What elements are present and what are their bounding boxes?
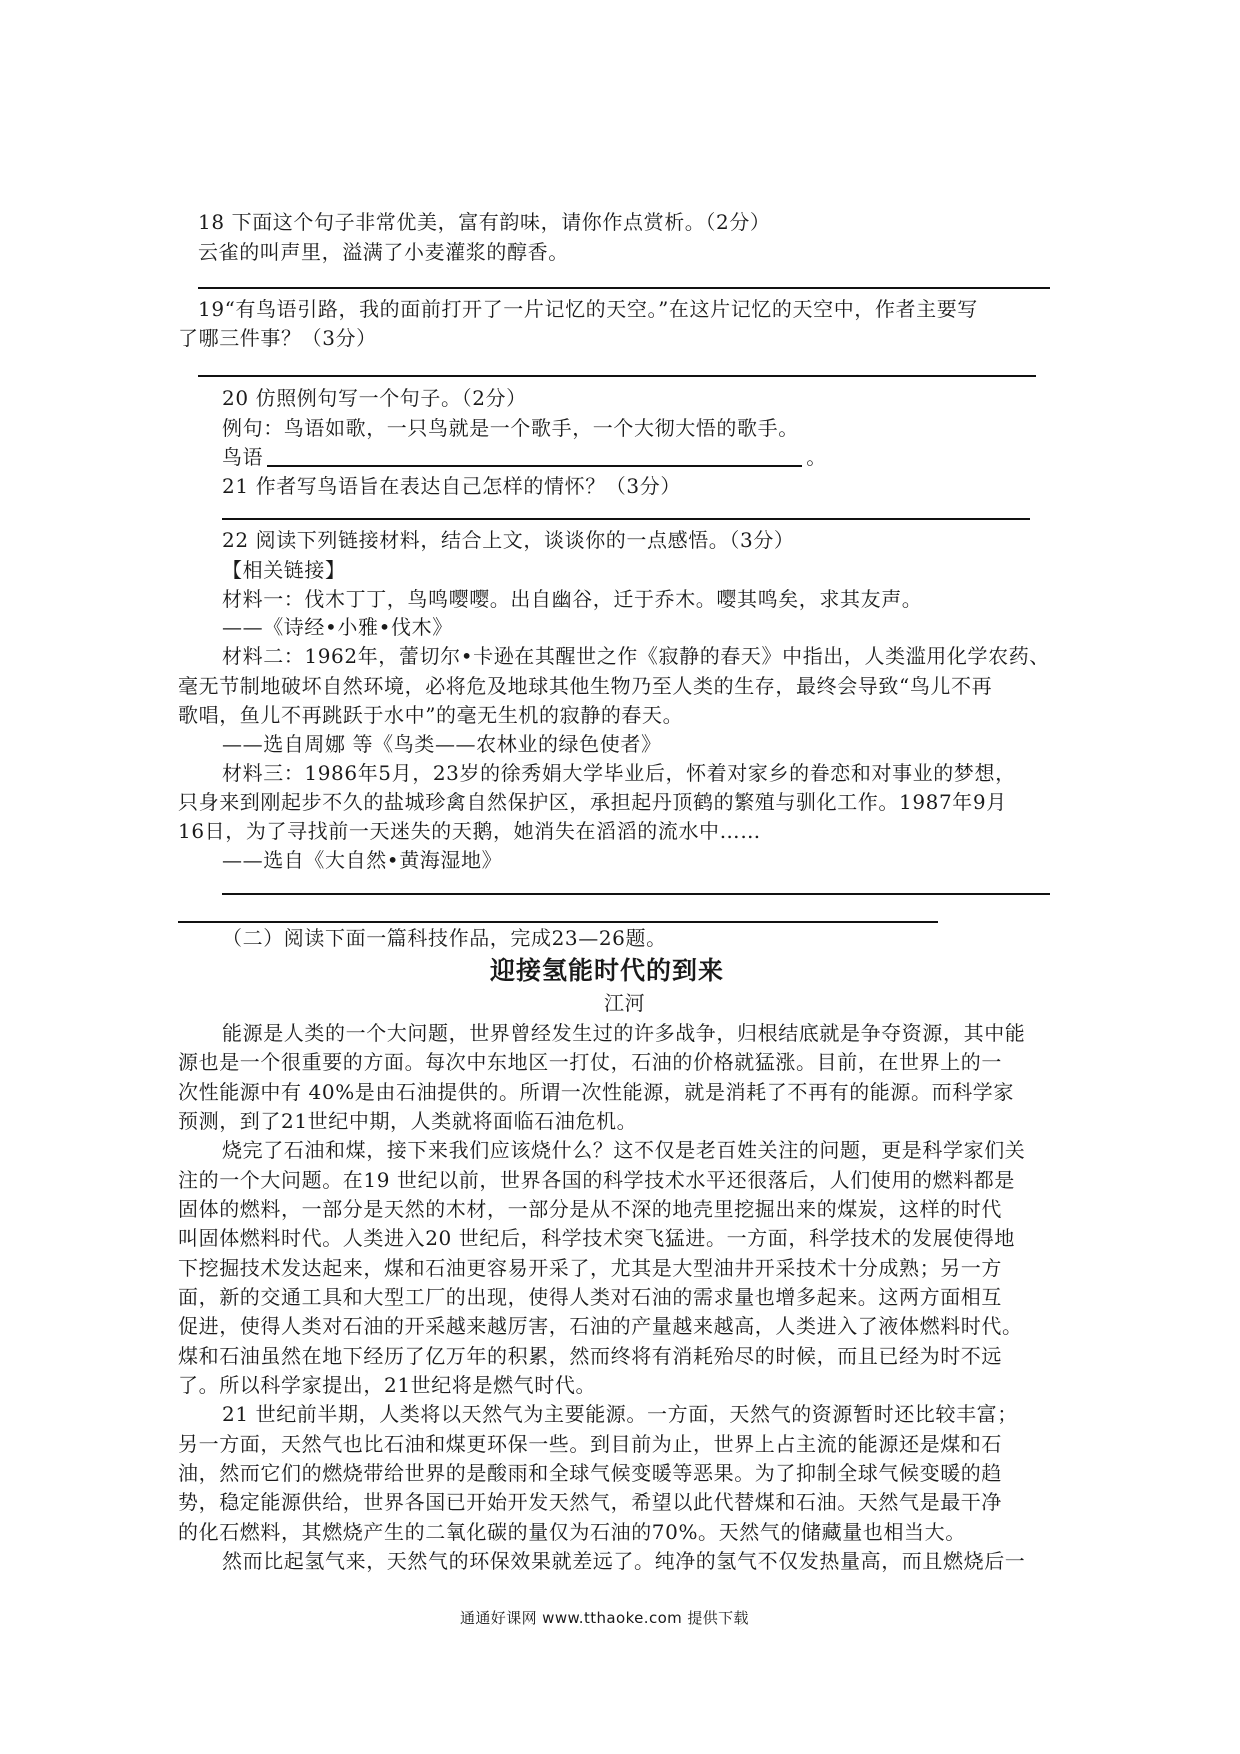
question-20-example: 例句：鸟语如歌，一只鸟就是一个歌手，一个大彻大悟的歌手。 [222,416,799,440]
article-line: 另一方面，天然气也比石油和煤更环保一些。到目前为止，世界上占主流的能源还是煤和石 [178,1432,1002,1456]
question-20-prompt: 20 仿照例句写一个句子。（2分） [222,386,527,410]
article-line: 预测，到了21世纪中期，人类就将面临石油危机。 [178,1109,638,1133]
article-line: 油，然而它们的燃烧带给世界的是酸雨和全球气候变暖等恶果。为了抑制全球气候变暖的趋 [178,1461,1002,1485]
question-19-line1: 19“有鸟语引路，我的面前打开了一片记忆的天空。”在这片记忆的天空中，作者主要写 [198,297,978,321]
article-line: 烧完了石油和煤，接下来我们应该烧什么？这不仅是老百姓关注的问题，更是科学家们关 [222,1138,1026,1162]
material-3-source: ——选自《大自然•黄海湿地》 [222,848,503,872]
article-line: 面，新的交通工具和大型工厂的出现，使得人类对石油的需求量也增多起来。这两方面相互 [178,1285,1002,1309]
article-line: 了。所以科学家提出，21世纪将是燃气时代。 [178,1373,597,1397]
article-line: 煤和石油虽然在地下经历了亿万年的积累，然而终将有消耗殆尽的时候，而且已经为时不远 [178,1344,1002,1368]
footer-text: 通通好课网 www.tthaoke.com 提供下载 [460,1609,749,1627]
answer-line-21[interactable] [222,518,1030,520]
material-3-line: 16日，为了寻找前一天迷失的天鹅，她消失在滔滔的流水中…… [178,819,761,843]
material-1: 材料一：伐木丁丁，鸟鸣嘤嘤。出自幽谷，迁于乔木。嘤其鸣矣，求其友声。 [222,587,923,611]
material-1-source: ——《诗经•小雅•伐木》 [222,615,453,639]
material-2-source: ——选自周娜 等《鸟类——农林业的绿色使者》 [222,732,662,756]
link-header: 【相关链接】 [222,558,346,582]
article-title: 迎接氢能时代的到来 [490,956,725,985]
article-line: 下挖掘技术发达起来，煤和石油更容易开采了，尤其是大型油井开采技术十分成熟；另一方 [178,1256,1002,1280]
article-line: 源也是一个很重要的方面。每次中东地区一打仗，石油的价格就猛涨。目前，在世界上的一 [178,1050,1002,1074]
question-22-prompt: 22 阅读下列链接材料，结合上文，谈谈你的一点感悟。（3分） [222,528,795,552]
article-line: 然而比起氢气来，天然气的环保效果就差远了。纯净的氢气不仅发热量高，而且燃烧后一 [222,1549,1026,1573]
article-line: 能源是人类的一个大问题，世界曾经发生过的许多战争，归根结底就是争夺资源，其中能 [222,1021,1026,1045]
question-20-answer-row [222,445,827,469]
answer-prefix: 鸟语 [222,445,264,469]
question-18-sentence: 云雀的叫声里，溢满了小麦灌浆的醇香。 [198,240,569,264]
article-line: 次性能源中有 40%是由石油提供的。所谓一次性能源，就是消耗了不再有的能源。而科学家 [178,1080,1015,1104]
answer-line-22a[interactable] [222,893,1050,895]
answer-line-18[interactable] [198,287,1050,289]
answer-line-22b[interactable] [178,921,938,923]
article-line: 促进，使得人类对石油的开采越来越厉害，石油的产量越来越高，人类进入了液体燃料时代。 [178,1314,1023,1338]
article-line: 叫固体燃料时代。人类进入20 世纪后，科学技术突飞猛进。一方面，科学技术的发展使得地 [178,1226,1016,1250]
answer-blank-20[interactable] [267,445,802,467]
article-author: 江河 [604,991,646,1015]
question-19-line2: 了哪三件事？（3分） [178,326,377,350]
article-line: 注的一个大问题。在19 世纪以前，世界各国的科学技术水平还很落后，人们使用的燃料都是 [178,1168,1016,1192]
section-2-intro: （二）阅读下面一篇科技作品，完成23—26题。 [222,926,667,950]
article-line: 固体的燃料，一部分是天然的木材，一部分是从不深的地壳里挖掘出来的煤炭，这样的时代 [178,1197,1002,1221]
material-3-line: 材料三：1986年5月，23岁的徐秀娟大学毕业后，怀着对家乡的眷恋和对事业的梦想， [222,761,1016,785]
article-line: 的化石燃料，其燃烧产生的二氧化碳的量仅为石油的70%。天然气的储藏量也相当大。 [178,1520,966,1544]
article-line: 21 世纪前半期，人类将以天然气为主要能源。一方面，天然气的资源暂时还比较丰富； [222,1402,1018,1426]
answer-line-19[interactable] [198,375,1036,377]
material-2-line: 材料二：1962年，蕾切尔•卡逊在其醒世之作《寂静的春天》中指出，人类滥用化学农药、 [222,644,1050,668]
material-2-line: 歌唱，鱼儿不再跳跃于水中”的毫无生机的寂静的春天。 [178,703,684,727]
article-line: 势，稳定能源供给，世界各国已开始开发天然气，希望以此代替煤和石油。天然气是最干净 [178,1490,1002,1514]
material-3-line: 只身来到刚起步不久的盐城珍禽自然保护区，承担起丹顶鹤的繁殖与驯化工作。1987年9月 [178,790,1007,814]
material-2-line: 毫无节制地破坏自然环境，必将危及地球其他生物乃至人类的生存，最终会导致“鸟儿不再 [178,674,993,698]
question-18-prompt: 18 下面这个句子非常优美，富有韵味，请你作点赏析。（2分） [198,210,771,234]
question-21-prompt: 21 作者写鸟语旨在表达自己怎样的情怀？（3分） [222,474,681,498]
answer-suffix: 。 [806,445,827,469]
